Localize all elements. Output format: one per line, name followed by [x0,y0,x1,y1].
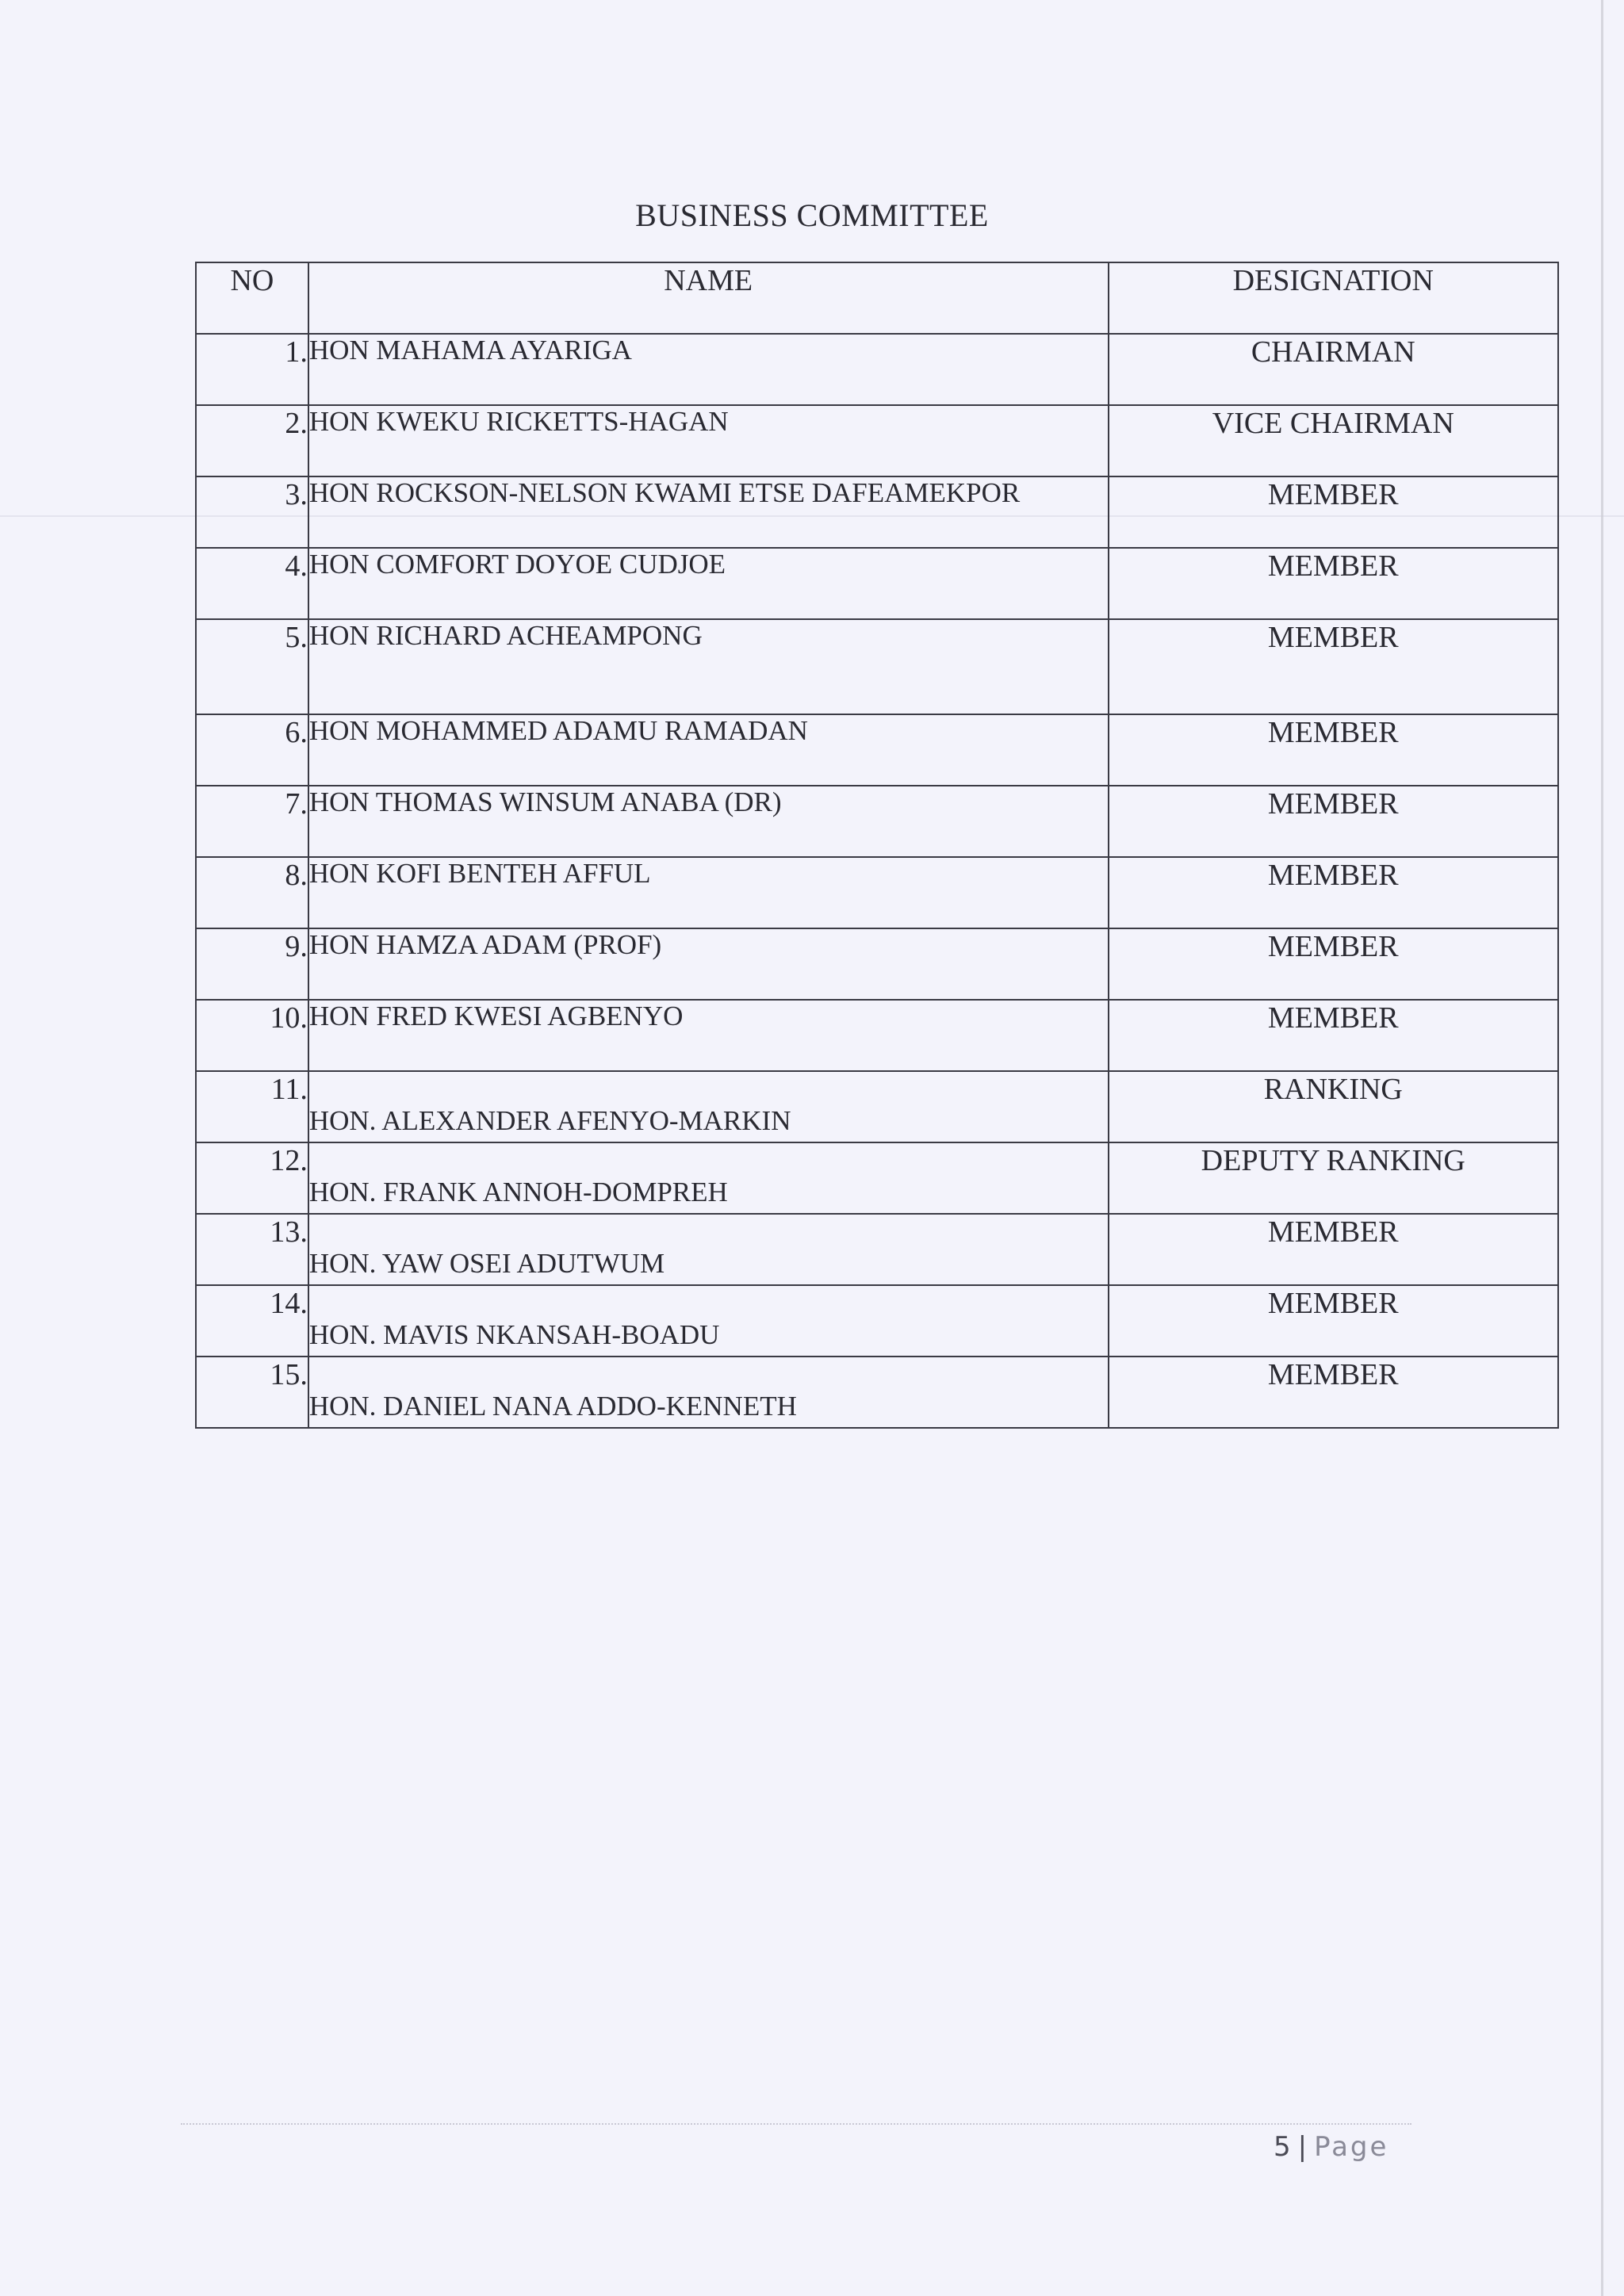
member-designation: MEMBER [1109,548,1558,619]
column-header-designation: DESIGNATION [1109,262,1558,334]
table-row [196,857,1558,928]
member-name: HON ROCKSON-NELSON KWAMI ETSE DAFEAMEKPOR [308,476,1109,548]
table-header-row [196,262,1558,334]
member-designation: MEMBER [1109,1285,1558,1357]
document-title: BUSINESS COMMITTEE [635,197,989,233]
member-designation: MEMBER [1109,928,1558,1000]
committee-table [195,262,1559,1429]
member-designation: MEMBER [1109,619,1558,714]
member-name: HON. DANIEL NANA ADDO-KENNETH [308,1357,1109,1428]
member-designation: DEPUTY RANKING [1109,1142,1558,1214]
page-number-footer [1274,2131,1388,2163]
page-edge [1601,0,1603,2296]
row-number: 3. [196,476,308,548]
member-name: HON RICHARD ACHEAMPONG [308,619,1109,714]
table-row [196,1214,1558,1285]
row-number: 9. [196,928,308,1000]
table-row [196,1071,1558,1142]
row-number: 5. [196,619,308,714]
table-row [196,476,1558,548]
table-row [196,1357,1558,1428]
member-designation: MEMBER [1109,857,1558,928]
row-number: 8. [196,857,308,928]
member-name: HON. FRANK ANNOH-DOMPREH [308,1142,1109,1214]
table-row [196,619,1558,714]
member-designation: MEMBER [1109,1000,1558,1071]
member-designation: MEMBER [1109,1214,1558,1285]
row-number: 14. [196,1285,308,1357]
row-number: 6. [196,714,308,786]
table-row [196,405,1558,476]
member-name: HON. YAW OSEI ADUTWUM [308,1214,1109,1285]
footer-rule [181,2123,1411,2125]
row-number: 1. [196,334,308,405]
member-designation: VICE CHAIRMAN [1109,405,1558,476]
member-name: HON KOFI BENTEH AFFUL [308,857,1109,928]
row-number: 7. [196,786,308,857]
column-header-name: NAME [308,262,1109,334]
table-row [196,548,1558,619]
page-word: Page [1314,2131,1389,2163]
member-designation: RANKING [1109,1071,1558,1142]
member-name: HON HAMZA ADAM (PROF) [308,928,1109,1000]
row-number: 12. [196,1142,308,1214]
member-name: HON FRED KWESI AGBENYO [308,1000,1109,1071]
member-name: HON MAHAMA AYARIGA [308,334,1109,405]
table-row [196,714,1558,786]
table-row [196,1000,1558,1071]
row-number: 15. [196,1357,308,1428]
member-designation: CHAIRMAN [1109,334,1558,405]
member-name: HON THOMAS WINSUM ANABA (DR) [308,786,1109,857]
table-row [196,786,1558,857]
member-name: HON MOHAMMED ADAMU RAMADAN [308,714,1109,786]
member-name: HON KWEKU RICKETTS-HAGAN [308,405,1109,476]
row-number: 13. [196,1214,308,1285]
member-name: HON. MAVIS NKANSAH-BOADU [308,1285,1109,1357]
table-row [196,1285,1558,1357]
member-designation: MEMBER [1109,786,1558,857]
row-number: 2. [196,405,308,476]
row-number: 11. [196,1071,308,1142]
member-designation: MEMBER [1109,714,1558,786]
member-name: HON. ALEXANDER AFENYO-MARKIN [308,1071,1109,1142]
page-separator: | [1297,2131,1310,2163]
member-designation: MEMBER [1109,476,1558,548]
row-number: 4. [196,548,308,619]
member-designation: MEMBER [1109,1357,1558,1428]
table-row [196,334,1558,405]
member-name: HON COMFORT DOYOE CUDJOE [308,548,1109,619]
column-header-no: NO [196,262,308,334]
table-row [196,928,1558,1000]
page-number: 5 [1274,2131,1293,2163]
table-row [196,1142,1558,1214]
row-number: 10. [196,1000,308,1071]
